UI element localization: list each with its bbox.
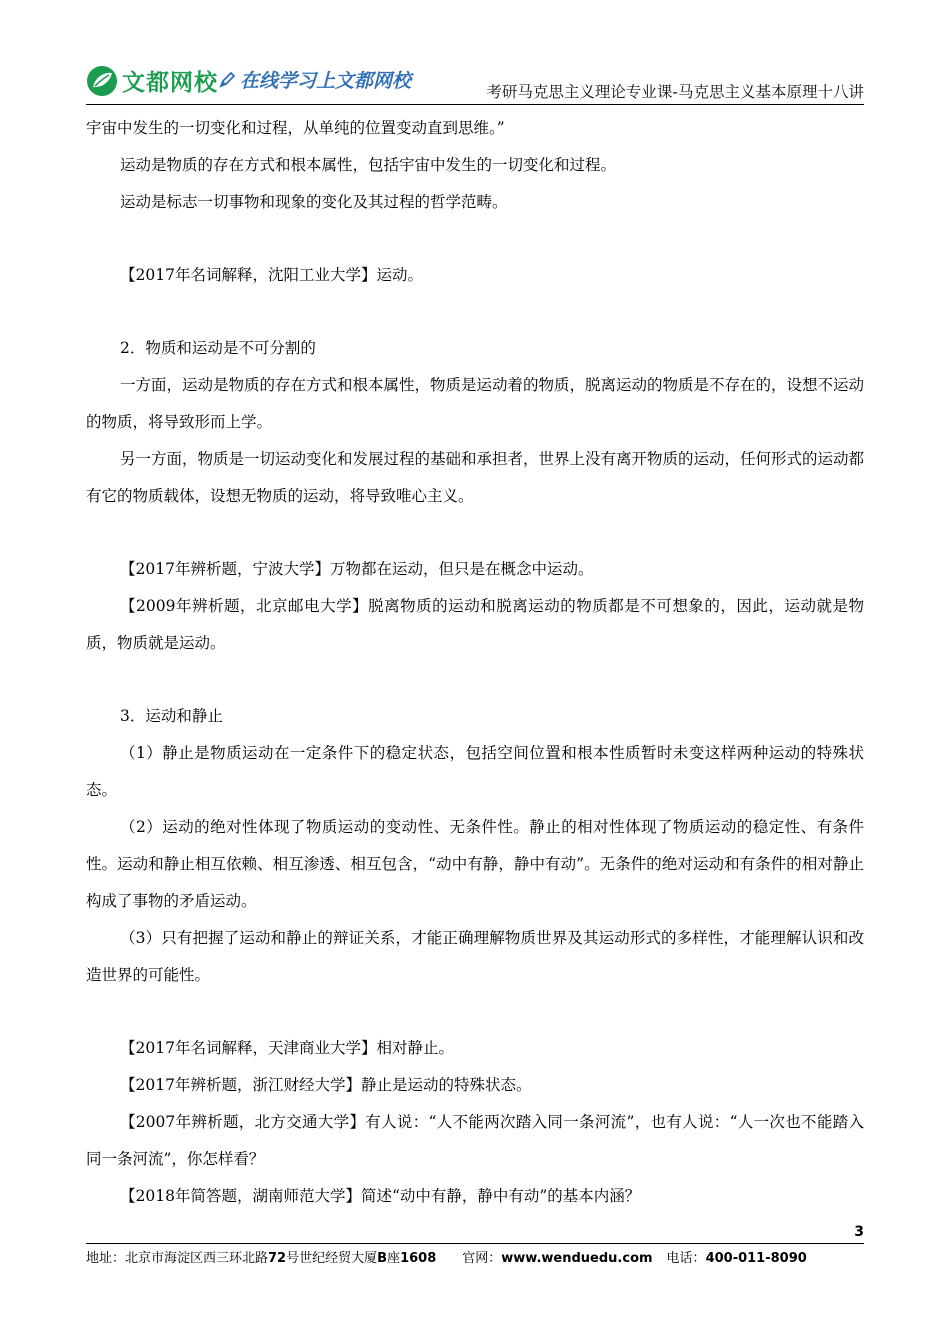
header-divider <box>86 104 864 105</box>
footer-site-url[interactable]: www.wenduedu.com <box>501 1251 653 1266</box>
course-title: 考研马克思主义理论专业课-马克思主义基本原理十八讲 <box>486 83 864 101</box>
pen-icon <box>218 71 236 89</box>
slogan <box>218 66 411 93</box>
paragraph: 【2018年简答题，湖南师范大学】简述“动中有静，静中有动”的基本内涵？ <box>120 1187 641 1205</box>
paragraph: 3．运动和静止 <box>120 707 223 725</box>
paragraph: 【2017年辨析题，宁波大学】万物都在运动，但只是在概念中运动。 <box>120 560 594 578</box>
footer-phone: 400-011-8090 <box>705 1251 807 1266</box>
footer-address-building: 号世纪经贸大厦 <box>286 1251 378 1266</box>
footer-address-room: 1608 <box>400 1251 437 1266</box>
paragraph: 另一方面，物质是一切运动变化和发展过程的基础和承担者，世界上没有离开物质的运动，任何形式的运动都有它的物质载体，设想无物质的运动，将导致唯心主义。 <box>86 450 865 505</box>
paragraph: 【2017年名词解释，沈阳工业大学】运动。 <box>120 266 423 284</box>
leaf-logo-icon <box>86 65 118 97</box>
footer-address-block: B <box>377 1251 388 1266</box>
paragraph: 【2017年辨析题，浙江财经大学】静止是运动的特殊状态。 <box>120 1076 532 1094</box>
paragraph: 【2007年辨析题，北方交通大学】有人说：“人不能两次踏入同一条河流”，也有人说：“人一次也不能踏入同一条河流”，你怎样看？ <box>86 1113 864 1168</box>
brand-logo <box>86 64 218 97</box>
footer-divider <box>86 1243 864 1244</box>
footer-address-number: 72 <box>268 1251 287 1266</box>
footer-address-zuo: 座 <box>387 1251 401 1266</box>
paragraph: 2．物质和运动是不可分割的 <box>120 339 316 357</box>
paragraph: 运动是物质的存在方式和根本属性，包括宇宙中发生的一切变化和过程。 <box>120 156 617 174</box>
paragraph: 一方面，运动是物质的存在方式和根本属性，物质是运动着的物质，脱离运动的物质是不存在的，设想不运动的物质，将导致形而上学。 <box>86 376 865 431</box>
paragraph: （2）运动的绝对性体现了物质运动的变动性、无条件性。静止的相对性体现了物质运动的稳定性、有条件性。运动和静止相互依赖、相互渗透、相互包含，“动中有静，静中有动”。无条件的绝对运动和有条件的相对静止构成了事物的矛盾运动。 <box>86 818 864 910</box>
footer-address-label: 地址：北京市海淀区西三环北路 <box>86 1251 269 1266</box>
paragraph: 【2017年名词解释，天津商业大学】相对静止。 <box>120 1039 454 1057</box>
paragraph: 【2009年辨析题，北京邮电大学】脱离物质的运动和脱离运动的物质都是不可想象的，因此，运动就是物质，物质就是运动。 <box>86 597 864 652</box>
paragraph: 运动是标志一切事物和现象的变化及其过程的哲学范畴。 <box>120 193 508 211</box>
page-number: 3 <box>854 1224 864 1240</box>
page-header <box>86 62 864 104</box>
page-footer <box>86 1247 864 1266</box>
footer-site-label: 官网： <box>462 1251 502 1266</box>
slogan-text: 在线学习上文都网校 <box>240 70 412 92</box>
paragraph: （1）静止是物质运动在一定条件下的稳定状态，包括空间位置和根本性质暂时未变这样两种运动的特殊状态。 <box>86 744 864 799</box>
paragraph: 宇宙中发生的一切变化和过程，从单纯的位置变动直到思维。” <box>86 119 505 137</box>
logo-text: 文都网校 <box>122 70 218 96</box>
footer-phone-label: 电话： <box>666 1251 706 1266</box>
paragraph: （3）只有把握了运动和静止的辩证关系，才能正确理解物质世界及其运动形式的多样性，才能理解认识和改造世界的可能性。 <box>86 929 864 984</box>
document-body <box>86 110 864 1215</box>
